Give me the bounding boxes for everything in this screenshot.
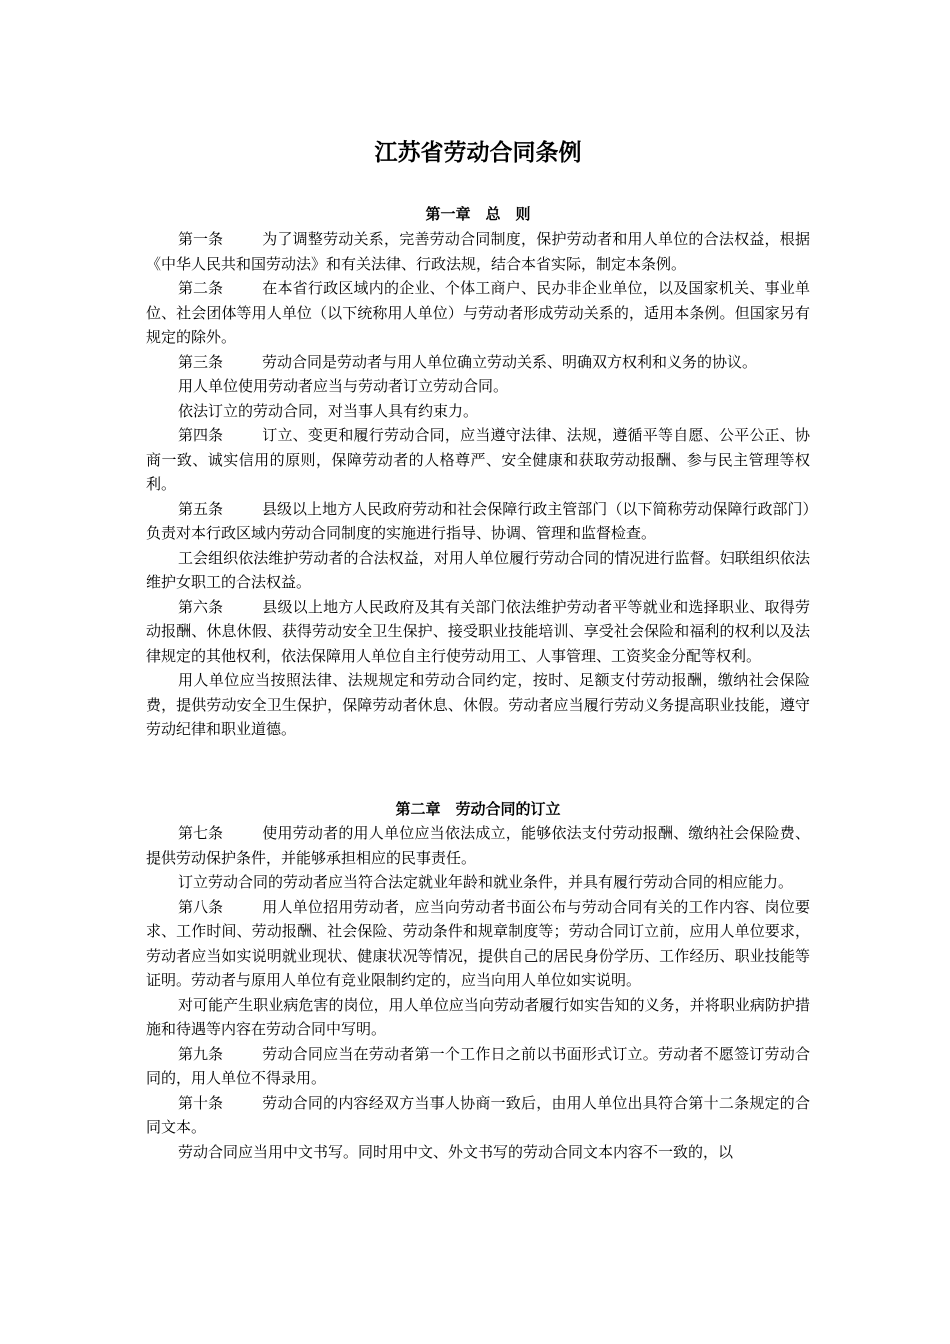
paragraph: 对可能产生职业病危害的岗位，用人单位应当向劳动者履行如实告知的义务，并将职业病防护措施和待遇等内容在劳动合同中写明。 (146, 995, 810, 1038)
article-text: 用人单位招用劳动者，应当向劳动者书面公布与劳动合同有关的工作内容、岗位要求、工作时间、劳动报酬、社会保险、劳动条件和规章制度等；劳动合同订立前，应用人单位要求，劳动者应当如实说明就业现状、健康状况等情况，提供自己的居民身份学历、工作经历、职业技能等证明。劳动者与原用人单位有竞业限制约定的，应当向用人单位如实说明。 (146, 897, 810, 989)
article-text: 为了调整劳动关系，完善劳动合同制度，保护劳动者和用人单位的合法权益，根据《中华人民共和国劳动法》和有关法律、行政法规，结合本省实际，制定本条例。 (146, 230, 810, 273)
article-text: 使用劳动者的用人单位应当依法成立，能够依法支付劳动报酬、缴纳社会保险费、提供劳动保护条件，并能够承担相应的民事责任。 (146, 824, 810, 867)
article-text: 劳动合同是劳动者与用人单位确立劳动关系、明确双方权利和义务的协议。 (262, 352, 758, 371)
article-number: 第一条 (178, 230, 224, 248)
article-text: 劳动合同的内容经双方当事人协商一致后，由用人单位出具符合第十二条规定的合同文本。 (146, 1093, 810, 1136)
article-number: 第四条 (178, 426, 224, 444)
article-paragraph (146, 497, 810, 546)
article-paragraph (146, 1091, 810, 1140)
article-number: 第五条 (178, 499, 224, 518)
paragraph: 订立劳动合同的劳动者应当符合法定就业年龄和就业条件，并具有履行劳动合同的相应能力。 (178, 873, 794, 891)
article-number: 第十条 (178, 1093, 224, 1112)
article-paragraph (146, 821, 810, 870)
article-paragraph (146, 423, 810, 497)
article-paragraph (146, 350, 810, 375)
chapter-heading: 第一章 总 则 (425, 205, 531, 223)
chapter-heading: 第二章 劳动合同的订立 (395, 800, 561, 818)
article-number: 第八条 (178, 897, 224, 916)
article-number: 第九条 (178, 1044, 224, 1063)
article-text: 县级以上地方人民政府及其有关部门依法维护劳动者平等就业和选择职业、取得劳动报酬、休息休假、获得劳动安全卫生保护、接受职业技能培训、享受社会保险和福利的权利以及法律规定的其他权利，依法保障用人单位自主行使劳动用工、人事管理、工资奖金分配等权利。 (146, 597, 810, 665)
chapter-body (146, 227, 810, 742)
article-paragraph (146, 595, 810, 669)
article-text: 劳动合同应当在劳动者第一个工作日之前以书面形式订立。劳动者不愿签订劳动合同的，用人单位不得录用。 (146, 1044, 810, 1087)
article-text: 县级以上地方人民政府劳动和社会保障行政主管部门（以下简称劳动保障行政部门）负责对本行政区域内劳动合同制度的实施进行指导、协调、管理和监督检查。 (146, 499, 810, 542)
paragraph: 劳动合同应当用中文书写。同时用中文、外文书写的劳动合同文本内容不一致的，以 (178, 1142, 734, 1161)
article-paragraph (146, 227, 810, 276)
chapter-body (146, 821, 810, 1164)
article-text: 订立、变更和履行劳动合同，应当遵守法律、法规，遵循平等自愿、公平公正、协商一致、诚实信用的原则，保障劳动者的人格尊严、安全健康和获取劳动报酬、参与民主管理等权利。 (146, 426, 810, 493)
article-number: 第七条 (178, 824, 224, 842)
article-number: 第三条 (178, 352, 224, 371)
article-paragraph (146, 276, 810, 350)
paragraph: 用人单位使用劳动者应当与劳动者订立劳动合同。 (178, 377, 509, 395)
paragraph: 工会组织依法维护劳动者的合法权益，对用人单位履行劳动合同的情况进行监督。妇联组织依法维护女职工的合法权益。 (146, 548, 810, 591)
paragraph: 用人单位应当按照法律、法规规定和劳动合同约定，按时、足额支付劳动报酬，缴纳社会保险费，提供劳动安全卫生保护，保障劳动者休息、休假。劳动者应当履行劳动义务提高职业技能，遵守劳动纪律和职业道德。 (146, 671, 810, 738)
article-text: 在本省行政区域内的企业、个体工商户、民办非企业单位，以及国家机关、事业单位、社会团体等用人单位（以下统称用人单位）与劳动者形成劳动关系的，适用本条例。但国家另有规定的除外。 (146, 279, 810, 346)
document-title: 江苏省劳动合同条例 (374, 139, 582, 166)
paragraph: 依法订立的劳动合同，对当事人具有约束力。 (178, 401, 479, 420)
article-paragraph (146, 895, 810, 993)
article-paragraph (146, 1042, 810, 1091)
article-number: 第六条 (178, 597, 224, 616)
article-number: 第二条 (178, 279, 224, 297)
